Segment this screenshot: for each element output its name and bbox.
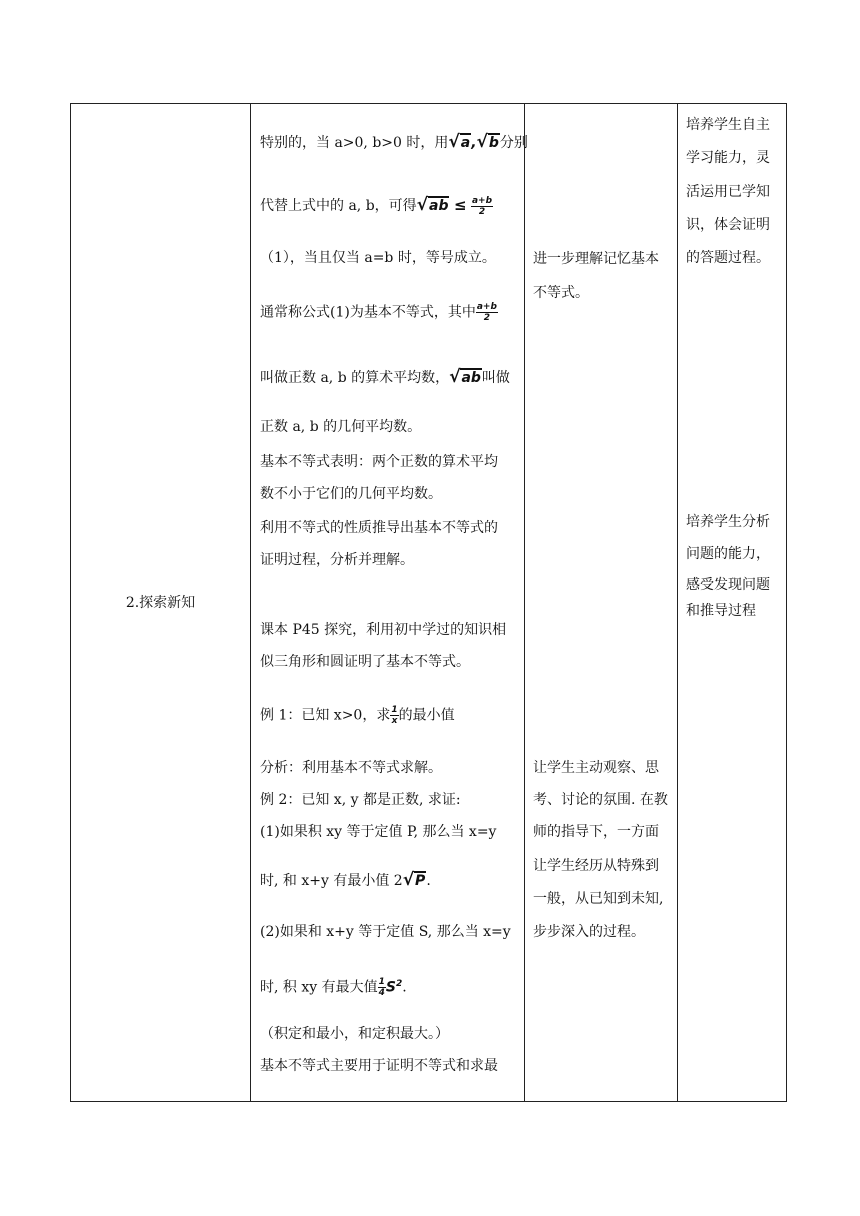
- sqrt-b: √b: [476, 132, 499, 152]
- intent-line: 培养学生分析: [686, 514, 770, 530]
- intent-line: 识，体会证明: [686, 217, 770, 233]
- text: 特别的，当 a>0, b>0 时，用: [260, 135, 449, 151]
- le-symbol: ≤: [453, 196, 467, 214]
- text: 代替上式中的 a, b，可得: [260, 198, 417, 214]
- fraction-arithmetic-mean: $\frac{a+b}{2}$: [471, 195, 493, 217]
- activity-line: 让学生主动观察、思: [533, 760, 659, 776]
- content-line-4: [260, 302, 498, 323]
- text: .: [426, 873, 431, 889]
- lesson-table: [70, 103, 787, 1102]
- intent-line: 培养学生自主: [686, 117, 770, 133]
- content-line-12: 似三角形和圆证明了基本不等式。: [260, 654, 470, 670]
- fraction-arithmetic-mean: $\frac{a+b}{2}$: [476, 302, 497, 323]
- text: 时, 和 x+y 有最小值 2: [260, 873, 403, 889]
- exponent: 2: [395, 979, 403, 989]
- stage-label: 2.探索新知: [125, 595, 196, 611]
- intent-line: 的答题过程。: [686, 250, 770, 266]
- text: ,: [471, 135, 477, 151]
- sqrt-ab: √ab: [416, 195, 449, 215]
- design-intent-column: [678, 104, 788, 1101]
- intent-line: 问题的能力，: [686, 546, 770, 562]
- student-activity-column: [525, 104, 677, 1101]
- content-line-14: 分析：利用基本不等式求解。: [260, 760, 442, 776]
- content-line-13: [260, 705, 455, 726]
- text: 例 1：已知 x>0，求: [260, 707, 391, 724]
- content-line-17: [260, 870, 431, 891]
- text: 分别: [499, 135, 528, 151]
- intent-line: 感受发现问题: [686, 577, 770, 593]
- content-line-20: （积定和最小，和定积最大。）: [260, 1026, 449, 1042]
- text: .: [402, 979, 407, 996]
- text: S: [385, 979, 396, 996]
- text: 叫做正数 a, b 的算术平均数，: [260, 370, 450, 386]
- content-line-7: 基本不等式表明：两个正数的算术平均: [260, 454, 498, 470]
- content-line-18: (2)如果和 x+y 等于定值 S, 那么当 x=y: [260, 924, 511, 940]
- activity-line: 师的指导下，一方面: [533, 824, 659, 840]
- activity-line: 考、讨论的氛围. 在教: [533, 792, 668, 808]
- content-line-8: 数不小于它们的几何平均数。: [260, 486, 442, 502]
- activity-line: 进一步理解记忆基本: [533, 251, 659, 267]
- intent-line: 学习能力，灵: [686, 150, 770, 166]
- content-line-21: 基本不等式主要用于证明不等式和求最: [260, 1058, 498, 1074]
- content-line-9: 利用不等式的性质推导出基本不等式的: [260, 520, 498, 536]
- content-line-11: 课本 P45 探究，利用初中学过的知识相: [260, 622, 507, 638]
- intent-line: 活运用已学知: [686, 184, 770, 200]
- fraction-one-quarter: $\frac{1}{4}$: [378, 977, 385, 999]
- activity-line: 步步深入的过程。: [533, 924, 645, 940]
- content-line-2: [260, 195, 493, 217]
- activity-line: 不等式。: [533, 285, 589, 301]
- stage-column: [71, 104, 250, 1101]
- content-line-19: [260, 974, 407, 998]
- sqrt-p: √P: [402, 870, 426, 890]
- sqrt-ab: √ab: [449, 367, 481, 387]
- activity-line: 一般，从已知到未知,: [533, 891, 664, 907]
- content-line-15: 例 2：已知 x, y 都是正数, 求证:: [260, 792, 461, 808]
- text: 通常称公式(1)为基本不等式，其中: [260, 304, 476, 321]
- content-line-16: (1)如果积 xy 等于定值 P, 那么当 x=y: [260, 824, 497, 840]
- content-column: [251, 104, 528, 1101]
- content-line-6: 正数 a, b 的几何平均数。: [260, 419, 422, 435]
- content-line-5: [260, 367, 510, 388]
- content-line-10: 证明过程，分析并理解。: [260, 552, 414, 568]
- activity-line: 让学生经历从特殊到: [533, 858, 659, 874]
- content-line-1: [260, 132, 528, 153]
- text: 的最小值: [398, 707, 455, 724]
- sqrt-a: √a: [448, 132, 471, 152]
- intent-line: 和推导过程: [686, 603, 756, 619]
- content-line-3: （1），当且仅当 a=b 时，等号成立。: [260, 250, 496, 266]
- fraction-one-over-x: $\frac{1}{x}$: [391, 705, 398, 726]
- text: 时, 积 xy 有最大值: [260, 979, 378, 996]
- text: 叫做: [481, 370, 510, 386]
